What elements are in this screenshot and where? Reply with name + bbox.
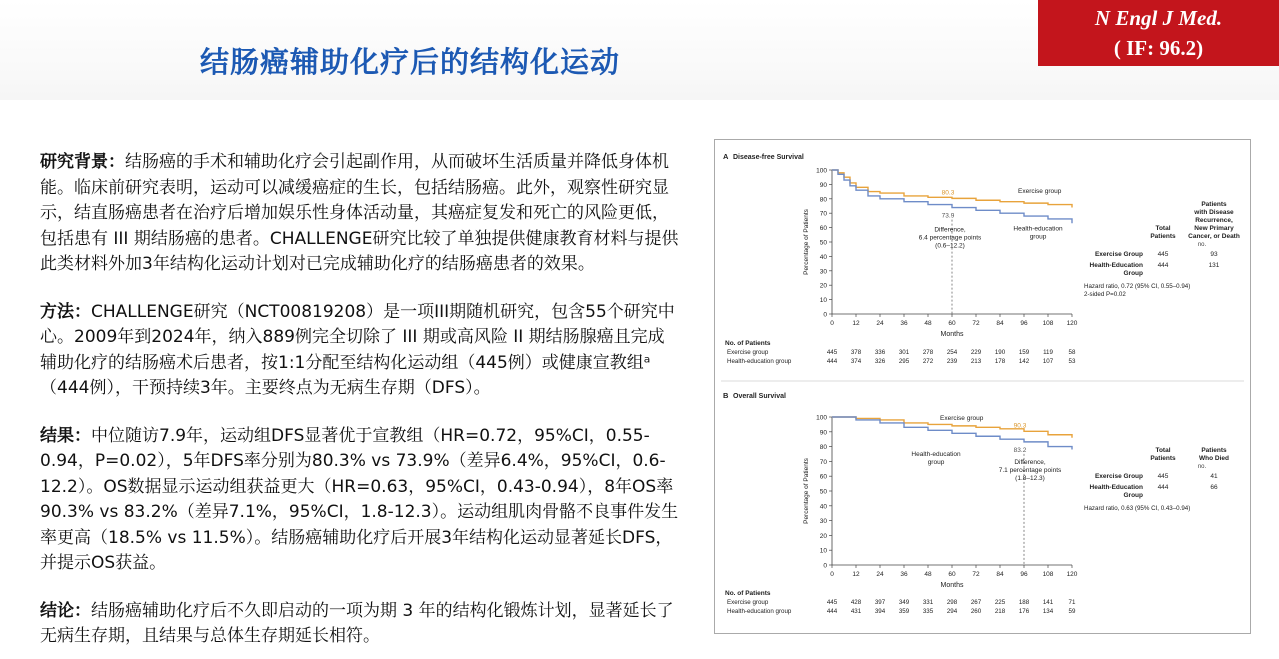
x-tick-label: 0 [830, 320, 834, 327]
y-tick-label: 10 [819, 547, 827, 555]
at-risk-value: 178 [994, 358, 1006, 365]
legend-row-label: Health-Education [1089, 262, 1143, 269]
legend-row-label: Health-Education [1089, 484, 1143, 491]
at-risk-row-label: Health-education group [727, 608, 792, 615]
at-risk-value: 335 [922, 608, 934, 615]
y-tick-label: 0 [823, 562, 827, 570]
x-tick-label: 36 [900, 320, 908, 327]
panel-title: Overall Survival [733, 393, 786, 400]
results-section [40, 424, 680, 577]
x-tick-label: 120 [1066, 571, 1078, 578]
at-risk-title: No. of Patients [725, 340, 771, 347]
x-tick-label: 36 [900, 571, 908, 578]
exercise-group-label: Exercise group [940, 414, 984, 422]
section-text: 结肠癌辅助化疗后不久即启动的一项为期 3 年的结构化锻炼计划，显著延长了无病生存期，且结果与总体生存期延长相符。 [40, 600, 674, 646]
section-text: CHALLENGE研究（NCT00819208）是一项III期随机研究，包含55个研究中心。2009年到2024年，纳入889例完全切除了 III 期或高风险 II 期结肠腺癌且完成辅助化疗的结肠癌术后患者，按1:1分配至结构化运动组（445例）或健康宣教组ᵃ（444例），干预持续3年。主要终点为无病生存期（DFS）。 [40, 301, 675, 398]
at-risk-value: 59 [1068, 608, 1076, 615]
exercise-group-label: Exercise group [1018, 188, 1062, 196]
y-tick-label: 100 [816, 414, 827, 422]
x-tick-label: 96 [1020, 571, 1028, 578]
legend-total-value: 444 [1157, 484, 1169, 491]
legend-row-label: Exercise Group [1094, 251, 1143, 258]
education-value-label: 83.2 [1013, 446, 1027, 454]
y-axis-label: Percentage of Patients [803, 209, 810, 275]
y-tick-label: 90 [819, 181, 827, 189]
at-risk-value: 141 [1042, 599, 1054, 606]
at-risk-value: 445 [826, 599, 838, 606]
section-text: 中位随访7.9年，运动组DFS显著优于宣教组（HR=0.72，95%CI，0.55-0.94，P=0.02），5年DFS率分别为80.3% vs 73.9%（差异6.4%，95%CI，0.6-12.2）。OS数据显示运动组获益更大（HR=0.63，95%CI，0.43-0.94），8年OS率90.3% vs 83.2%（差异7.1%，95%CI，1.8-12.3）。运动组肌肉骨骼不良事件发生率更高（18.5% vs 11.5%）。结肠癌辅助化疗后开展3年结构化运动显著延长DFS，并提示OS获益。 [40, 425, 679, 573]
unit-label: no. [1197, 464, 1207, 470]
panel-letter: B [723, 391, 729, 400]
impact-factor: ( IF: 96.2) [1113, 36, 1204, 60]
legend-note: Hazard ratio, 0.63 (95% CI, 0.43–0.94) [1084, 505, 1191, 512]
at-risk-value: 336 [874, 349, 886, 356]
total-column-header: Total [1155, 447, 1171, 454]
legend-events-value: 41 [1210, 473, 1218, 480]
legend-total-value: 444 [1157, 262, 1169, 269]
at-risk-value: 349 [898, 599, 910, 606]
y-tick-label: 40 [819, 503, 827, 511]
x-tick-label: 120 [1066, 320, 1078, 327]
at-risk-value: 394 [874, 608, 886, 615]
x-axis-label: Months [940, 582, 964, 589]
events-column-header: Recurrence, [1195, 217, 1233, 224]
methods-section [40, 300, 680, 402]
difference-label: Difference, [934, 226, 966, 234]
education-group-label: Health-education [911, 451, 961, 458]
at-risk-value: 71 [1068, 599, 1076, 606]
x-tick-label: 72 [972, 571, 980, 578]
at-risk-value: 397 [874, 599, 886, 606]
at-risk-row-label: Exercise group [727, 349, 769, 356]
at-risk-value: 58 [1068, 349, 1076, 356]
at-risk-value: 188 [1018, 599, 1030, 606]
events-column-header: Patients [1201, 447, 1227, 454]
at-risk-value: 159 [1018, 349, 1030, 356]
y-tick-label: 40 [819, 253, 827, 261]
at-risk-value: 295 [898, 358, 910, 365]
at-risk-value: 278 [922, 349, 934, 356]
y-tick-label: 20 [819, 282, 827, 290]
y-axis-label: Percentage of Patients [803, 458, 810, 524]
total-column-header: Patients [1150, 455, 1176, 462]
at-risk-value: 301 [898, 349, 910, 356]
km-curves-svg [715, 140, 1250, 633]
at-risk-value: 53 [1068, 358, 1076, 365]
x-tick-label: 12 [852, 320, 860, 327]
summary-text [40, 150, 680, 650]
x-tick-label: 84 [996, 320, 1004, 327]
at-risk-value: 428 [850, 599, 862, 606]
at-risk-value: 260 [970, 608, 982, 615]
at-risk-value: 272 [922, 358, 934, 365]
panel-letter: A [723, 152, 729, 161]
education-group-label: group [1029, 233, 1047, 241]
background-section [40, 150, 680, 278]
x-tick-label: 60 [948, 320, 956, 327]
at-risk-value: 190 [994, 349, 1006, 356]
exercise-value-label: 90.3 [1013, 422, 1027, 430]
difference-label: (0.6–12.2) [935, 242, 965, 250]
y-tick-label: 60 [819, 473, 827, 481]
events-column-header: with Disease [1194, 209, 1234, 216]
total-column-header: Patients [1150, 233, 1176, 240]
x-tick-label: 48 [924, 571, 932, 578]
events-column-header: New Primary [1194, 225, 1234, 232]
difference-label: 6.4 percentage points [918, 234, 982, 242]
x-tick-label: 108 [1042, 320, 1054, 327]
education-value-label: 73.9 [941, 212, 955, 220]
y-tick-label: 80 [819, 196, 827, 204]
y-tick-label: 100 [816, 167, 827, 175]
x-tick-label: 48 [924, 320, 932, 327]
legend-events-value: 131 [1208, 262, 1220, 269]
x-axis-label: Months [940, 331, 964, 338]
conclusion-section [40, 599, 680, 650]
at-risk-value: 444 [826, 358, 838, 365]
difference-label: Difference, [1014, 458, 1046, 466]
x-tick-label: 84 [996, 571, 1004, 578]
legend-total-value: 445 [1157, 473, 1169, 480]
at-risk-value: 218 [994, 608, 1006, 615]
x-tick-label: 12 [852, 571, 860, 578]
section-label: 结果： [40, 425, 91, 446]
at-risk-value: 374 [850, 358, 862, 365]
at-risk-row-label: Exercise group [727, 599, 769, 606]
at-risk-value: 331 [922, 599, 934, 606]
y-tick-label: 20 [819, 532, 827, 540]
journal-badge [1038, 0, 1279, 66]
journal-name: N Engl J Med. [1094, 6, 1223, 30]
section-label: 方法： [40, 301, 91, 322]
at-risk-value: 431 [850, 608, 862, 615]
x-tick-label: 96 [1020, 320, 1028, 327]
at-risk-value: 229 [970, 349, 982, 356]
at-risk-value: 326 [874, 358, 886, 365]
at-risk-title: No. of Patients [725, 590, 771, 597]
legend-note: 2-sided P=0.02 [1084, 291, 1126, 298]
legend-row-label: Exercise Group [1094, 473, 1143, 480]
legend-row-label: Group [1123, 492, 1143, 499]
y-tick-label: 50 [819, 488, 827, 496]
at-risk-value: 359 [898, 608, 910, 615]
section-text: 结肠癌的手术和辅助化疗会引起副作用，从而破坏生活质量并降低身体机能。临床前研究表明，运动可以减缓癌症的生长，包括结肠癌。此外，观察性研究显示，结直肠癌患者在治疗后增加娱乐性身体活动量，其癌症复发和死亡的风险更低，包括患有 III 期结肠癌的患者。CHALLENGE研究比较了单独提供健康教育材料与提供此类材料外加3年结构化运动计划对已完成辅助化疗的结肠癌患者的效果。 [40, 152, 679, 274]
events-column-header: Cancer, or Death [1188, 233, 1240, 240]
y-tick-label: 70 [819, 210, 827, 218]
y-tick-label: 70 [819, 458, 827, 466]
y-tick-label: 10 [819, 297, 827, 305]
panel-title: Disease-free Survival [733, 154, 804, 161]
at-risk-value: 445 [826, 349, 838, 356]
legend-events-value: 93 [1210, 251, 1218, 258]
events-column-header: Patients [1201, 201, 1227, 208]
x-tick-label: 24 [876, 571, 884, 578]
at-risk-value: 119 [1043, 349, 1053, 356]
section-label: 研究背景： [40, 152, 125, 172]
at-risk-value: 134 [1042, 608, 1054, 615]
y-tick-label: 90 [819, 429, 827, 437]
education-group-label: group [927, 459, 945, 466]
x-tick-label: 72 [972, 320, 980, 327]
difference-label: (1.8–12.3) [1015, 474, 1045, 482]
survival-figure [714, 139, 1251, 634]
education-group-label: Health-education [1013, 225, 1063, 233]
at-risk-value: 298 [946, 599, 958, 606]
at-risk-value: 239 [946, 358, 958, 365]
difference-label: 7.1 percentage points [998, 466, 1062, 474]
at-risk-value: 294 [946, 608, 958, 615]
y-tick-label: 0 [823, 311, 827, 319]
at-risk-value: 444 [826, 608, 838, 615]
legend-note: Hazard ratio, 0.72 (95% CI, 0.55–0.94) [1084, 283, 1191, 290]
x-tick-label: 60 [948, 571, 956, 578]
y-tick-label: 60 [819, 225, 827, 233]
at-risk-value: 213 [970, 358, 982, 365]
total-column-header: Total [1155, 225, 1171, 232]
y-tick-label: 50 [819, 239, 827, 247]
x-tick-label: 0 [830, 571, 834, 578]
at-risk-value: 267 [970, 599, 982, 606]
at-risk-value: 254 [946, 349, 958, 356]
legend-events-value: 66 [1210, 484, 1218, 491]
at-risk-value: 176 [1018, 608, 1030, 615]
legend-row-label: Group [1123, 270, 1143, 277]
section-label: 结论： [40, 600, 91, 621]
legend-total-value: 445 [1157, 251, 1169, 258]
at-risk-value: 378 [850, 349, 862, 356]
at-risk-value: 225 [994, 599, 1006, 606]
y-tick-label: 30 [819, 518, 827, 526]
at-risk-row-label: Health-education group [727, 358, 792, 365]
y-tick-label: 30 [819, 268, 827, 276]
page-title: 结肠癌辅助化疗后的结构化运动 [200, 45, 621, 79]
y-tick-label: 80 [819, 444, 827, 452]
unit-label: no. [1197, 242, 1207, 248]
at-risk-value: 142 [1018, 358, 1030, 365]
at-risk-value: 107 [1042, 358, 1054, 365]
exercise-value-label: 80.3 [941, 189, 955, 197]
x-tick-label: 108 [1042, 571, 1054, 578]
x-tick-label: 24 [876, 320, 884, 327]
events-column-header: Who Died [1199, 455, 1229, 462]
